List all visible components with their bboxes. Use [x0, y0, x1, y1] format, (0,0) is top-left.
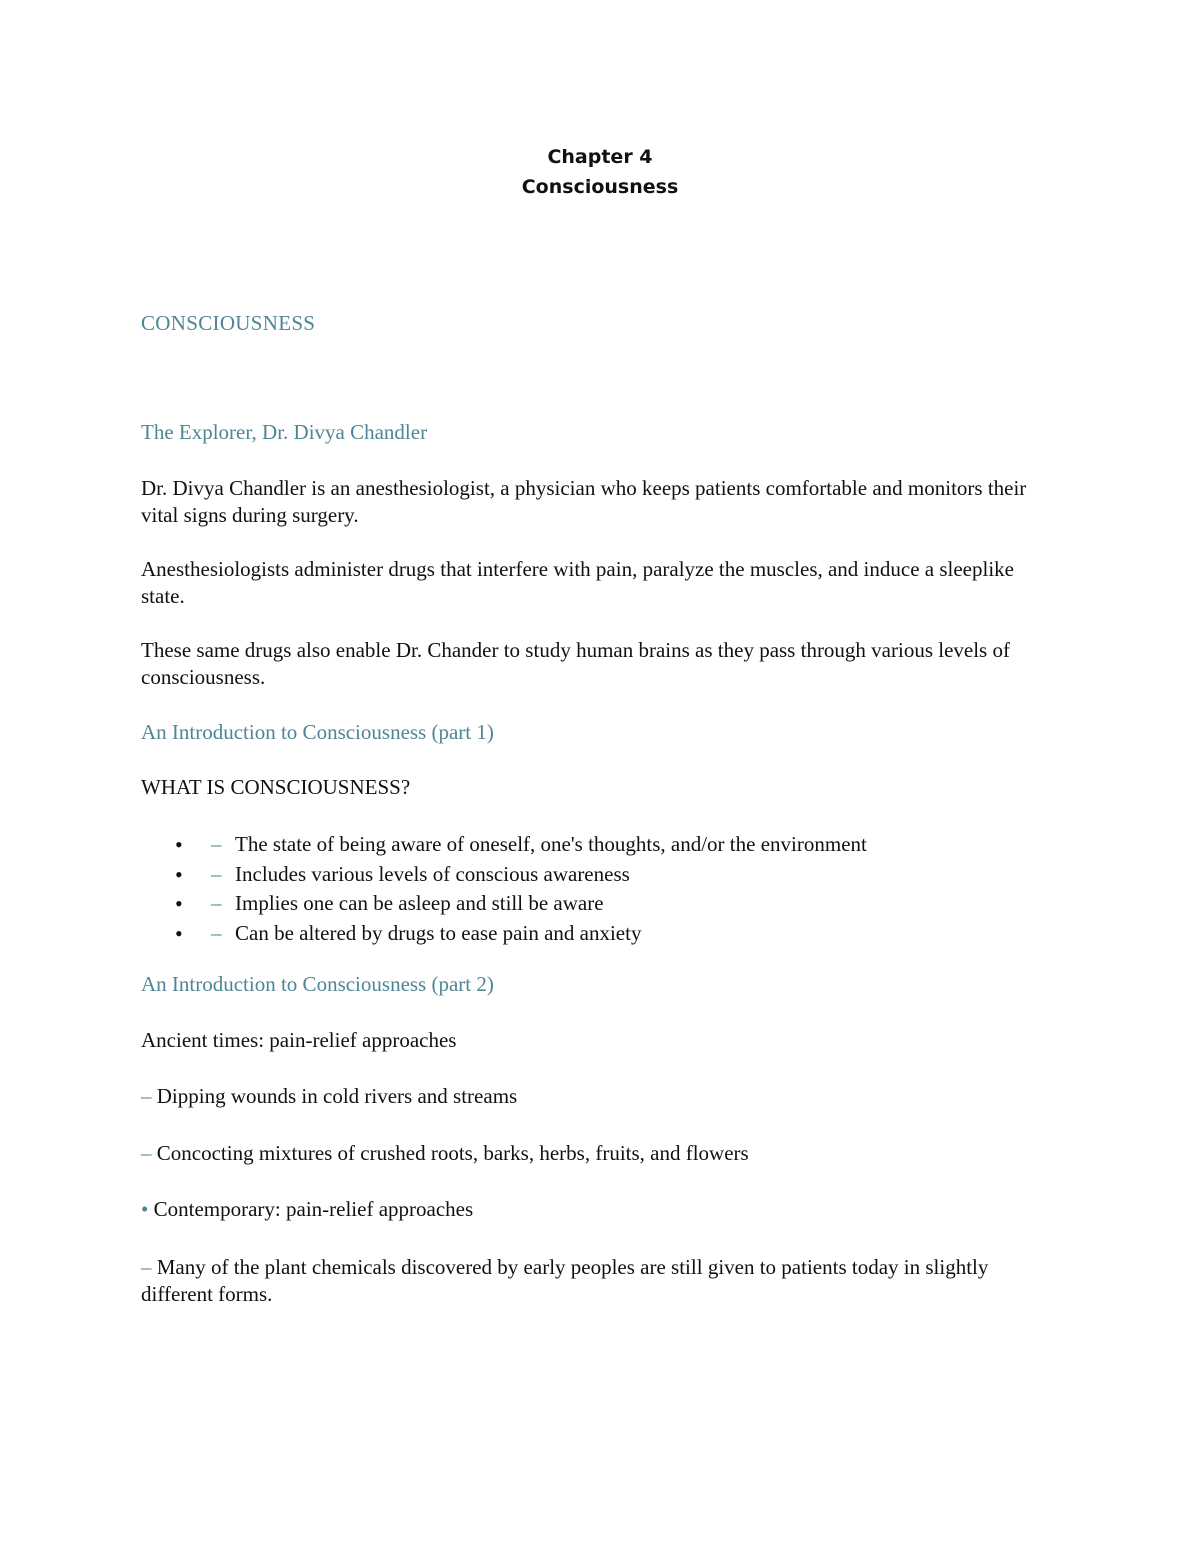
bullet-text: Can be altered by drugs to ease pain and anxiety	[235, 920, 642, 945]
intro2-contemporary	[141, 1196, 473, 1223]
intro2-item-2	[141, 1140, 749, 1167]
explorer-paragraph-3: These same drugs also enable Dr. Chander to study human brains as they pass through various levels of consciousness.	[141, 638, 1010, 689]
bullet-text: The state of being aware of oneself, one's thoughts, and/or the environment	[235, 832, 867, 856]
title-block	[0, 142, 1200, 202]
item-text: Concocting mixtures of crushed roots, barks, herbs, fruits, and flowers	[156, 1141, 749, 1165]
explorer-paragraph-2: Anesthesiologists administer drugs that interfere with pain, paralyze the muscles, and induce a sleeplike state.	[141, 557, 1014, 608]
item-text: Many of the plant chemicals discovered by early peoples are still given to patients today in slightly different forms.	[141, 1255, 989, 1306]
bullet-dot: •	[175, 861, 183, 887]
bullet-dot: •	[175, 891, 183, 916]
intro2-ancient: Ancient times: pain-relief approaches	[141, 1028, 457, 1052]
bullet-dash: –	[211, 861, 222, 886]
intro2-item-3	[141, 1254, 1041, 1308]
bullet-dash: –	[211, 891, 222, 915]
intro2-heading: An Introduction to Consciousness (part 2)	[141, 972, 494, 996]
item-text: Contemporary: pain-relief approaches	[153, 1197, 474, 1221]
intro1-question: WHAT IS CONSCIOUSNESS?	[141, 775, 411, 799]
dash-marker: –	[141, 1141, 152, 1165]
main-heading: CONSCIOUSNESS	[141, 311, 316, 335]
chapter-subtitle: Consciousness	[521, 176, 679, 198]
dash-marker: –	[141, 1255, 152, 1279]
intro1-heading: An Introduction to Consciousness (part 1)	[141, 720, 494, 744]
item-text: Dipping wounds in cold rivers and streams	[156, 1084, 518, 1108]
dot-marker: •	[141, 1197, 149, 1221]
bullet-text: Includes various levels of conscious awareness	[235, 861, 630, 886]
explorer-paragraph-1: Dr. Divya Chandler is an anesthesiologist, a physician who keeps patients comfortable and monitors their vital signs during surgery.	[141, 476, 1027, 527]
dash-marker: –	[141, 1084, 152, 1108]
bullet-dot: •	[175, 832, 183, 857]
bullet-text: Implies one can be asleep and still be aware	[235, 891, 604, 915]
intro2-item-1	[141, 1083, 517, 1110]
bullet-dot: •	[175, 920, 183, 946]
bullet-dash: –	[211, 920, 222, 945]
explorer-heading: The Explorer, Dr. Divya Chandler	[141, 420, 428, 444]
chapter-title: Chapter 4	[547, 146, 653, 168]
bullet-dash: –	[211, 832, 222, 856]
